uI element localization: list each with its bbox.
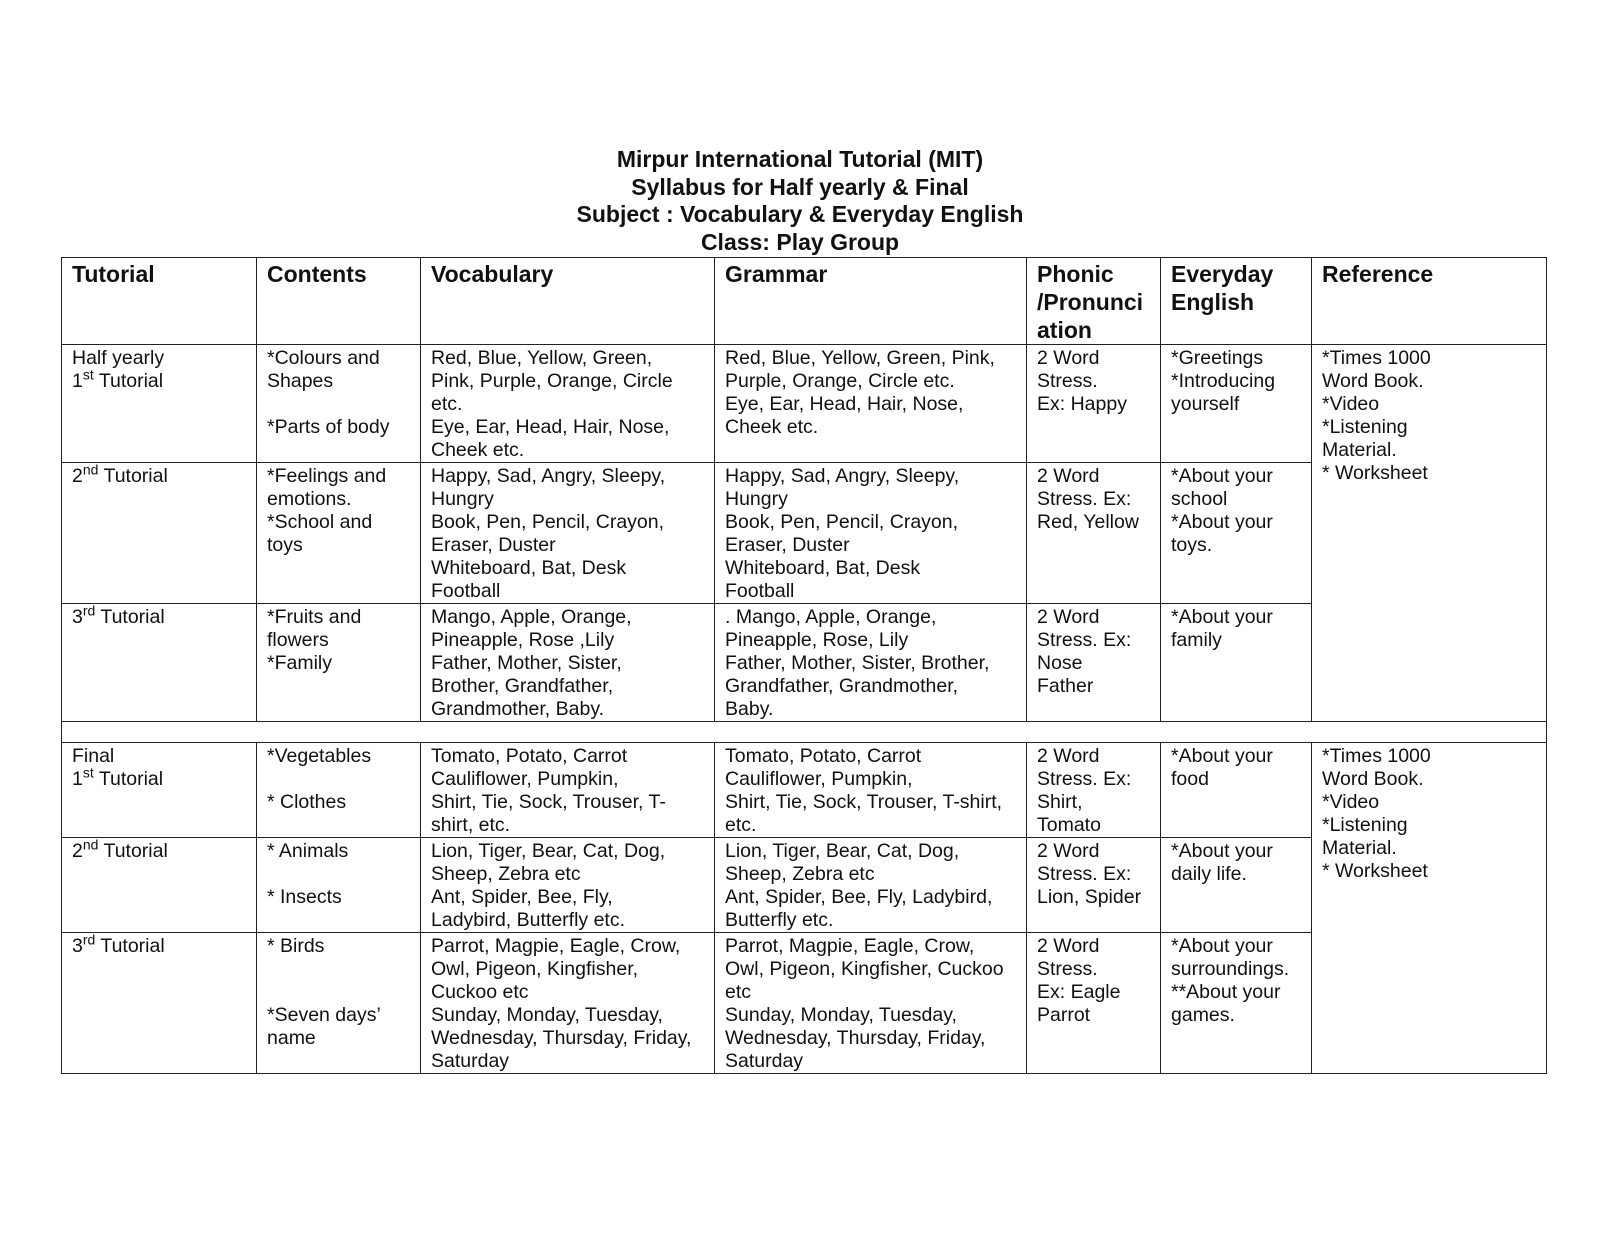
grammar-cell bbox=[715, 345, 1027, 463]
phonic-cell bbox=[1027, 604, 1161, 722]
contents-cell-line: * Animals bbox=[267, 840, 349, 862]
grammar-cell-line: Butterfly etc. bbox=[725, 909, 834, 931]
contents-cell-line bbox=[267, 958, 410, 981]
reference-line: Material. bbox=[1322, 439, 1397, 461]
everyday-english-cell-line: *About your bbox=[1171, 935, 1273, 957]
tutorial-term: Final bbox=[72, 745, 115, 767]
reference-line: *Video bbox=[1322, 791, 1380, 813]
vocabulary-cell bbox=[421, 604, 715, 722]
vocabulary-cell-line: Grandmother, Baby. bbox=[431, 698, 605, 720]
everyday-english-cell-line: *About your bbox=[1171, 840, 1273, 862]
section-divider-row bbox=[62, 722, 1547, 743]
contents-cell-line: * Insects bbox=[267, 886, 342, 908]
phonic-cell-line: 2 Word bbox=[1037, 745, 1100, 767]
contents-cell-line: *Colours and bbox=[267, 347, 380, 369]
phonic-cell-line: 2 Word bbox=[1037, 347, 1100, 369]
contents-cell-line: flowers bbox=[267, 629, 329, 651]
contents-cell-line: *Fruits and bbox=[267, 606, 362, 628]
contents-cell bbox=[257, 463, 421, 604]
contents-cell-line: *Seven days’ bbox=[267, 1004, 381, 1026]
subject-line: Subject : Vocabulary & Everyday English bbox=[576, 201, 1024, 227]
vocabulary-cell-line: Cauliflower, Pumpkin, bbox=[431, 768, 619, 790]
school-name: Mirpur International Tutorial (MIT) bbox=[616, 146, 984, 172]
everyday-english-cell bbox=[1161, 463, 1312, 604]
phonic-cell-line: Shirt, bbox=[1037, 791, 1083, 813]
reference-line: * Worksheet bbox=[1322, 860, 1428, 882]
tutorial-label: 3rd Tutorial bbox=[72, 602, 165, 628]
document-header bbox=[0, 146, 1600, 256]
grammar-cell-line: Tomato, Potato, Carrot bbox=[725, 745, 922, 767]
phonic-cell bbox=[1027, 838, 1161, 933]
tutorial-label: 2nd Tutorial bbox=[72, 836, 168, 862]
grammar-cell-line: Parrot, Magpie, Eagle, Crow, bbox=[725, 935, 975, 957]
phonic-cell-line: 2 Word bbox=[1037, 465, 1100, 487]
grammar-cell bbox=[715, 604, 1027, 722]
grammar-cell-line: Owl, Pigeon, Kingfisher, Cuckoo bbox=[725, 958, 1004, 980]
reference-line: * Worksheet bbox=[1322, 462, 1428, 484]
grammar-cell-line: Saturday bbox=[725, 1050, 804, 1072]
phonic-cell-line: Tomato bbox=[1037, 814, 1101, 836]
tutorial-cell bbox=[62, 933, 257, 1074]
phonic-cell-line: 2 Word bbox=[1037, 606, 1100, 628]
vocabulary-cell-line: Pineapple, Rose ,Lily bbox=[431, 629, 615, 651]
tutorial-cell bbox=[62, 345, 257, 463]
reference-line: Word Book. bbox=[1322, 768, 1424, 790]
table-row bbox=[62, 743, 1547, 838]
phonic-cell-line: Parrot bbox=[1037, 1004, 1091, 1026]
col-header-grammar: Grammar bbox=[715, 258, 1027, 345]
reference-cell bbox=[1312, 743, 1547, 1074]
grammar-cell bbox=[715, 933, 1027, 1074]
contents-cell-line: *Family bbox=[267, 652, 333, 674]
vocabulary-cell-line: Lion, Tiger, Bear, Cat, Dog, bbox=[431, 840, 666, 862]
class-line: Class: Play Group bbox=[700, 228, 900, 255]
header-row bbox=[62, 258, 1547, 345]
vocabulary-cell-line: Eraser, Duster bbox=[431, 534, 556, 556]
grammar-cell-line: Hungry bbox=[725, 488, 788, 510]
tutorial-label: 3rd Tutorial bbox=[72, 931, 165, 957]
grammar-cell-line: Football bbox=[725, 580, 795, 602]
syllabus-title: Syllabus for Half yearly & Final bbox=[631, 173, 969, 200]
grammar-cell-line: Book, Pen, Pencil, Crayon, bbox=[725, 511, 959, 533]
phonic-cell bbox=[1027, 933, 1161, 1074]
vocabulary-cell bbox=[421, 345, 715, 463]
contents-cell-line: *School and bbox=[267, 511, 373, 533]
tutorial-cell bbox=[62, 743, 257, 838]
everyday-english-cell-line: **About your bbox=[1171, 981, 1281, 1003]
grammar-cell-line: Baby. bbox=[725, 698, 774, 720]
phonic-cell bbox=[1027, 743, 1161, 838]
reference-line: Word Book. bbox=[1322, 370, 1424, 392]
reference-line: Material. bbox=[1322, 837, 1397, 859]
contents-cell bbox=[257, 604, 421, 722]
phonic-cell-line: Father bbox=[1037, 675, 1094, 697]
grammar-cell-line: Purple, Orange, Circle etc. bbox=[725, 370, 955, 392]
grammar-cell-line: Cheek etc. bbox=[725, 416, 819, 438]
reference-cell bbox=[1312, 345, 1547, 722]
contents-cell bbox=[257, 838, 421, 933]
grammar-cell-line: etc bbox=[725, 981, 752, 1003]
everyday-english-cell-line: *About your bbox=[1171, 465, 1273, 487]
phonic-cell-line: Red, Yellow bbox=[1037, 511, 1139, 533]
vocabulary-cell-line: Mango, Apple, Orange, bbox=[431, 606, 632, 628]
phonic-cell-line: Ex: Happy bbox=[1037, 393, 1127, 415]
vocabulary-cell-line: Parrot, Magpie, Eagle, Crow, bbox=[431, 935, 681, 957]
everyday-english-cell-line: yourself bbox=[1171, 393, 1240, 415]
everyday-english-cell-line: games. bbox=[1171, 1004, 1235, 1026]
everyday-english-cell-line: food bbox=[1171, 768, 1209, 790]
vocabulary-cell-line: Owl, Pigeon, Kingfisher, bbox=[431, 958, 639, 980]
contents-cell bbox=[257, 743, 421, 838]
vocabulary-cell-line: Ant, Spider, Bee, Fly, bbox=[431, 886, 613, 908]
vocabulary-cell-line: Tomato, Potato, Carrot bbox=[431, 745, 628, 767]
col-header-reference: Reference bbox=[1312, 258, 1547, 345]
everyday-english-cell bbox=[1161, 743, 1312, 838]
contents-cell-line: *Vegetables bbox=[267, 745, 372, 767]
vocabulary-cell-line: Book, Pen, Pencil, Crayon, bbox=[431, 511, 665, 533]
grammar-cell-line: etc. bbox=[725, 814, 757, 836]
vocabulary-cell-line: Sunday, Monday, Tuesday, bbox=[431, 1004, 663, 1026]
tutorial-label: 1st Tutorial bbox=[72, 764, 164, 790]
tutorial-cell bbox=[62, 604, 257, 722]
vocabulary-cell-line: Cheek etc. bbox=[431, 439, 525, 461]
grammar-cell-line: Pineapple, Rose, Lily bbox=[725, 629, 909, 651]
grammar-cell-line: Sunday, Monday, Tuesday, bbox=[725, 1004, 957, 1026]
vocabulary-cell-line: Cuckoo etc bbox=[431, 981, 529, 1003]
vocabulary-cell-line: Father, Mother, Sister, bbox=[431, 652, 622, 674]
grammar-cell-line: Wednesday, Thursday, Friday, bbox=[725, 1027, 986, 1049]
vocabulary-cell-line: shirt, etc. bbox=[431, 814, 511, 836]
contents-cell bbox=[257, 345, 421, 463]
contents-cell-line: * Birds bbox=[267, 935, 325, 957]
vocabulary-cell-line: Football bbox=[431, 580, 501, 602]
vocabulary-cell-line: Shirt, Tie, Sock, Trouser, T- bbox=[431, 791, 666, 813]
vocabulary-cell-line: Brother, Grandfather, bbox=[431, 675, 614, 697]
syllabus-table bbox=[61, 257, 1547, 1074]
vocabulary-cell-line: etc. bbox=[431, 393, 463, 415]
grammar-cell bbox=[715, 463, 1027, 604]
phonic-cell-line: 2 Word bbox=[1037, 840, 1100, 862]
grammar-cell-line: Eye, Ear, Head, Hair, Nose, bbox=[725, 393, 964, 415]
phonic-cell-line: Stress. Ex: bbox=[1037, 629, 1132, 651]
grammar-cell bbox=[715, 743, 1027, 838]
reference-line: *Video bbox=[1322, 393, 1380, 415]
tutorial-term: Half yearly bbox=[72, 347, 165, 369]
everyday-english-cell-line: *Greetings bbox=[1171, 347, 1264, 369]
tutorial-cell bbox=[62, 838, 257, 933]
everyday-english-cell-line: family bbox=[1171, 629, 1222, 651]
vocabulary-cell bbox=[421, 743, 715, 838]
everyday-english-cell-line: *About your bbox=[1171, 511, 1273, 533]
everyday-english-cell bbox=[1161, 345, 1312, 463]
phonic-cell-line: Ex: Eagle bbox=[1037, 981, 1121, 1003]
vocabulary-cell-line: Saturday bbox=[431, 1050, 510, 1072]
vocabulary-cell-line: Hungry bbox=[431, 488, 494, 510]
grammar-cell-line: Grandfather, Grandmother, bbox=[725, 675, 959, 697]
everyday-english-cell-line: daily life. bbox=[1171, 863, 1247, 885]
contents-cell-line bbox=[267, 981, 410, 1004]
grammar-cell-line: Father, Mother, Sister, Brother, bbox=[725, 652, 990, 674]
reference-line: *Times 1000 bbox=[1322, 745, 1431, 767]
everyday-english-cell-line: *About your bbox=[1171, 745, 1273, 767]
phonic-cell-line: Stress. Ex: bbox=[1037, 488, 1132, 510]
contents-cell-line bbox=[267, 393, 410, 416]
vocabulary-cell bbox=[421, 463, 715, 604]
phonic-cell-line: 2 Word bbox=[1037, 935, 1100, 957]
section-divider-cell bbox=[62, 722, 1547, 743]
grammar-cell-line: Cauliflower, Pumpkin, bbox=[725, 768, 913, 790]
vocabulary-cell-line: Whiteboard, Bat, Desk bbox=[431, 557, 627, 579]
contents-cell-line bbox=[267, 863, 410, 886]
contents-cell-line bbox=[267, 768, 410, 791]
vocabulary-cell-line: Red, Blue, Yellow, Green, bbox=[431, 347, 653, 369]
col-header-vocabulary: Vocabulary bbox=[421, 258, 715, 345]
everyday-english-cell-line: *Introducing bbox=[1171, 370, 1276, 392]
phonic-cell-line: Lion, Spider bbox=[1037, 886, 1142, 908]
reference-line: *Listening bbox=[1322, 416, 1408, 438]
phonic-cell-line: Stress. Ex: bbox=[1037, 768, 1132, 790]
vocabulary-cell-line: Sheep, Zebra etc bbox=[431, 863, 581, 885]
contents-cell-line: * Clothes bbox=[267, 791, 347, 813]
phonic-cell bbox=[1027, 345, 1161, 463]
grammar-cell-line: Shirt, Tie, Sock, Trouser, T-shirt, bbox=[725, 791, 1003, 813]
vocabulary-cell-line: Wednesday, Thursday, Friday, bbox=[431, 1027, 692, 1049]
contents-cell-line: *Parts of body bbox=[267, 416, 390, 438]
vocabulary-cell-line: Eye, Ear, Head, Hair, Nose, bbox=[431, 416, 670, 438]
vocabulary-cell bbox=[421, 838, 715, 933]
phonic-cell bbox=[1027, 463, 1161, 604]
reference-line: *Listening bbox=[1322, 814, 1408, 836]
col-header-tutorial: Tutorial bbox=[62, 258, 257, 345]
everyday-english-cell-line: surroundings. bbox=[1171, 958, 1290, 980]
phonic-cell-line: Stress. bbox=[1037, 958, 1098, 980]
contents-cell-line: toys bbox=[267, 534, 303, 556]
contents-cell bbox=[257, 933, 421, 1074]
vocabulary-cell-line: Ladybird, Butterfly etc. bbox=[431, 909, 626, 931]
contents-cell-line: emotions. bbox=[267, 488, 352, 510]
vocabulary-cell-line: Happy, Sad, Angry, Sleepy, bbox=[431, 465, 666, 487]
grammar-cell-line: Happy, Sad, Angry, Sleepy, bbox=[725, 465, 960, 487]
vocabulary-cell-line: Pink, Purple, Orange, Circle bbox=[431, 370, 673, 392]
tutorial-label: 2nd Tutorial bbox=[72, 461, 168, 487]
vocabulary-cell bbox=[421, 933, 715, 1074]
table-row bbox=[62, 345, 1547, 463]
everyday-english-cell bbox=[1161, 838, 1312, 933]
grammar-cell-line: Ant, Spider, Bee, Fly, Ladybird, bbox=[725, 886, 993, 908]
everyday-english-cell-line: toys. bbox=[1171, 534, 1213, 556]
phonic-cell-line: Nose bbox=[1037, 652, 1083, 674]
col-header-everyday-english: Everyday English bbox=[1161, 258, 1312, 345]
everyday-english-cell bbox=[1161, 604, 1312, 722]
grammar-cell-line: Eraser, Duster bbox=[725, 534, 850, 556]
reference-line: *Times 1000 bbox=[1322, 347, 1431, 369]
everyday-english-cell-line: school bbox=[1171, 488, 1228, 510]
grammar-cell-line: Sheep, Zebra etc bbox=[725, 863, 875, 885]
grammar-cell-line: . Mango, Apple, Orange, bbox=[725, 606, 937, 628]
phonic-cell-line: Stress. bbox=[1037, 370, 1098, 392]
tutorial-cell bbox=[62, 463, 257, 604]
phonic-cell-line: Stress. Ex: bbox=[1037, 863, 1132, 885]
contents-cell-line: name bbox=[267, 1027, 316, 1049]
contents-cell-line: Shapes bbox=[267, 370, 334, 392]
col-header-contents: Contents bbox=[257, 258, 421, 345]
grammar-cell-line: Whiteboard, Bat, Desk bbox=[725, 557, 921, 579]
col-header-phonic: Phonic /Pronunci ation bbox=[1027, 258, 1161, 345]
tutorial-label: 1st Tutorial bbox=[72, 366, 164, 392]
grammar-cell-line: Red, Blue, Yellow, Green, Pink, bbox=[725, 347, 995, 369]
everyday-english-cell bbox=[1161, 933, 1312, 1074]
grammar-cell bbox=[715, 838, 1027, 933]
contents-cell-line: *Feelings and bbox=[267, 465, 387, 487]
everyday-english-cell-line: *About your bbox=[1171, 606, 1273, 628]
grammar-cell-line: Lion, Tiger, Bear, Cat, Dog, bbox=[725, 840, 960, 862]
